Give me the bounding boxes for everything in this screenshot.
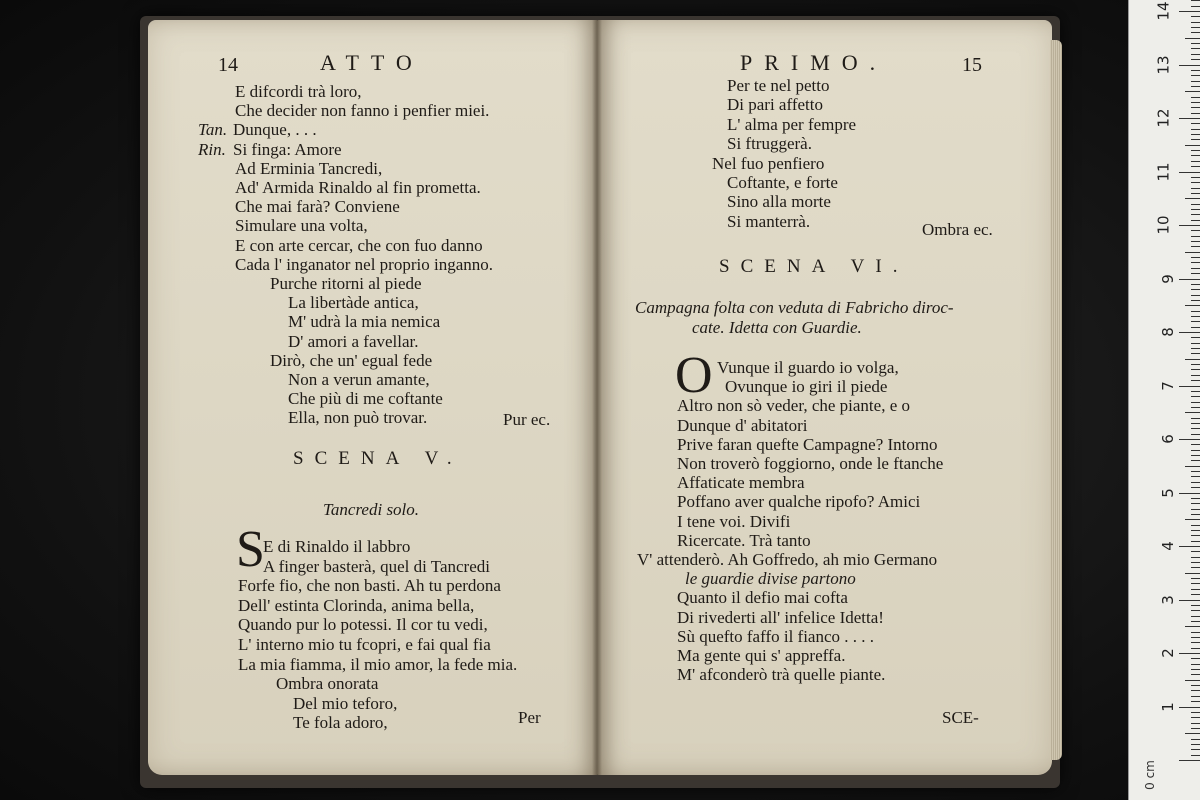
left-page [148, 20, 598, 775]
ruler-tick [1191, 16, 1200, 17]
ruler-tick [1191, 664, 1200, 665]
ruler-tick [1191, 717, 1200, 718]
ruler-tick [1191, 690, 1200, 691]
ruler-tick [1191, 177, 1200, 178]
ruler-tick [1179, 439, 1200, 440]
verse-line: Altro non sò veder, che piante, e o [677, 396, 910, 416]
ruler-tick [1191, 428, 1200, 429]
ruler-tick [1191, 204, 1200, 205]
speaker-label: Tan. [198, 120, 228, 140]
right-page-number: 15 [962, 54, 982, 76]
ruler-tick [1179, 760, 1200, 761]
ruler-tick [1191, 444, 1200, 445]
ruler-tick [1191, 182, 1200, 183]
verse-line: Ricercate. Trà tanto [677, 530, 811, 550]
ruler-tick [1179, 11, 1200, 12]
ruler-tick [1179, 225, 1200, 226]
left-dropcap: S [236, 521, 265, 578]
ruler-tick [1191, 48, 1200, 49]
aria-line: Si ftruggerà. [727, 134, 812, 154]
ruler-tick [1191, 557, 1200, 558]
verse-line: Non troverò foggiorno, onde le ftanche [677, 454, 944, 473]
ruler-tick [1191, 81, 1200, 82]
ruler-tick [1191, 337, 1200, 338]
ruler-tick [1191, 75, 1200, 76]
verse-line: Quanto il defio mai cofta [677, 588, 848, 608]
dialogue-line: Cada l' inganator nel proprio inganno. [235, 254, 493, 274]
measurement-ruler [1128, 0, 1200, 800]
ruler-tick [1191, 583, 1200, 584]
verse-line: A finger basterà, quel di Tancredi [263, 556, 490, 576]
ruler-tick [1191, 642, 1200, 643]
ruler-tick [1191, 155, 1200, 156]
verse-line: E di Rinaldo il labbro [263, 537, 411, 556]
left-page-number: 14 [218, 54, 238, 76]
verse-line: Sù quefto faffo il fianco . . . . [677, 626, 875, 646]
dialogue-line: Che mai farà? Conviene [235, 197, 400, 217]
ruler-tick [1179, 332, 1200, 333]
ruler-tick [1191, 348, 1200, 349]
ruler-tick [1191, 220, 1200, 221]
ruler-tick [1191, 637, 1200, 638]
ruler-tick [1191, 193, 1200, 194]
ruler-tick [1191, 150, 1200, 151]
ruler-tick [1191, 353, 1200, 354]
ruler-tick [1191, 375, 1200, 376]
ruler-tick [1191, 648, 1200, 649]
ruler-number: 9 [1159, 273, 1178, 284]
ruler-tick [1191, 685, 1200, 686]
right-cue-ombra: Ombra ec. [922, 220, 993, 239]
ruler-tick [1191, 214, 1200, 215]
ruler-tick [1191, 134, 1200, 135]
dialogue-line: Ad' Armida Rinaldo al fin prometta. [235, 178, 481, 197]
right-scene-description-2: cate. Idetta con Guardie. [692, 318, 862, 337]
ruler-tick [1191, 97, 1200, 98]
ruler-number: 13 [1154, 54, 1173, 75]
ruler-tick [1191, 107, 1200, 108]
ruler-number: 12 [1154, 108, 1173, 128]
ruler-tick [1185, 626, 1200, 627]
ruler-tick [1191, 723, 1200, 724]
verse-line: Ombra onorata [276, 674, 379, 694]
left-page-header: ATTO [320, 50, 424, 75]
ruler-tick [1191, 712, 1200, 713]
verse-line: I tene voi. Divifi [677, 511, 791, 531]
ruler-tick [1191, 589, 1200, 590]
verse-line: Di rivederti all' infelice Idetta! [677, 607, 884, 627]
ruler-tick [1191, 364, 1200, 365]
ruler-tick [1191, 487, 1200, 488]
ruler-tick [1179, 707, 1200, 708]
ruler-tick [1191, 616, 1200, 617]
ruler-number: 14 [1154, 1, 1173, 21]
ruler-tick [1191, 610, 1200, 611]
ruler-tick [1191, 22, 1200, 23]
right-scene-title: SCENA VI. [719, 256, 909, 277]
dialogue-line: Ad Erminia Tancredi, [235, 158, 383, 178]
ruler-tick [1191, 658, 1200, 659]
ruler-tick [1191, 246, 1200, 247]
verse-line: M' afconderò trà quelle piante. [677, 665, 886, 685]
ruler-tick [1191, 514, 1200, 515]
aria-line: Coftante, e forte [727, 173, 838, 192]
ruler-tick [1191, 273, 1200, 274]
ruler-tick [1185, 412, 1200, 413]
ruler-tick [1191, 728, 1200, 729]
ruler-tick [1191, 701, 1200, 702]
verse-line: Dunque d' abitatori [677, 415, 808, 435]
ruler-tick [1191, 54, 1200, 55]
ruler-tick [1191, 567, 1200, 568]
ruler-tick [1185, 38, 1200, 39]
ruler-tick [1191, 498, 1200, 499]
ruler-tick [1191, 295, 1200, 296]
book-spine [592, 20, 602, 775]
dialogue-line: Che decider non fanno i penfier miei. [235, 101, 490, 121]
ruler-number: 5 [1159, 487, 1178, 498]
ruler-tick [1185, 466, 1200, 467]
ruler-tick [1191, 59, 1200, 60]
ruler-number: 3 [1159, 594, 1178, 605]
ruler-tick [1191, 434, 1200, 435]
ruler-number: 1 [1159, 701, 1178, 712]
ruler-tick [1191, 396, 1200, 397]
ruler-tick [1191, 402, 1200, 403]
verse-line: Del mio teforo, [293, 693, 398, 713]
speaker-label: Rin. [198, 139, 226, 159]
ruler-tick [1191, 476, 1200, 477]
ruler-tick [1179, 386, 1200, 387]
ruler-tick [1191, 594, 1200, 595]
ruler-tick [1191, 696, 1200, 697]
ruler-tick [1191, 311, 1200, 312]
ruler-tick [1191, 407, 1200, 408]
dialogue-line: Ella, non può trovar. [288, 408, 428, 428]
ruler-tick [1191, 380, 1200, 381]
left-scene-subtitle: Tancredi solo. [323, 500, 420, 519]
ruler-tick [1191, 669, 1200, 670]
ruler-tick [1185, 519, 1200, 520]
ruler-number: 2 [1159, 648, 1178, 658]
ruler-tick [1191, 268, 1200, 269]
dialogue-line: Dirò, che un' egual fede [270, 350, 433, 370]
ruler-tick [1191, 471, 1200, 472]
ruler-tick [1185, 305, 1200, 306]
dialogue-line: Che più di me coftante [288, 389, 443, 409]
right-scene-description-1: Campagna folta con veduta di Fabricho diroc- [635, 298, 954, 317]
verse-line: Ma gente qui s' appreffa. [677, 646, 846, 665]
left-cue-pur: Pur ec. [503, 410, 551, 429]
ruler-tick [1191, 300, 1200, 301]
ruler-tick [1191, 209, 1200, 210]
ruler-tick [1179, 118, 1200, 119]
ruler-tick [1191, 43, 1200, 44]
verse-line: L' interno mio tu fcopri, e fai qual fia [238, 635, 491, 654]
ruler-tick [1191, 749, 1200, 750]
right-dropcap: O [675, 347, 713, 404]
ruler-tick [1191, 6, 1200, 7]
left-catchword: Per [518, 708, 541, 727]
ruler-tick [1185, 145, 1200, 146]
ruler-tick [1191, 744, 1200, 745]
dialogue-line: Purche ritorni al piede [270, 274, 422, 293]
ruler-tick [1179, 653, 1200, 654]
ruler-number: 11 [1154, 161, 1173, 182]
dialogue-line: E difcordi trà loro, [235, 82, 362, 101]
ruler-tick [1191, 503, 1200, 504]
ruler-unit-label: 0 cm [1142, 760, 1157, 790]
ruler-number: 8 [1159, 327, 1178, 337]
ruler-tick [1191, 535, 1200, 536]
ruler-tick [1191, 230, 1200, 231]
verse-line: Poffano aver qualche ripofo? Amici [677, 492, 921, 512]
ruler-tick [1191, 551, 1200, 552]
ruler-tick [1191, 562, 1200, 563]
aria-line: Per te nel petto [727, 76, 830, 95]
ruler-tick [1179, 172, 1200, 173]
ruler-tick [1191, 327, 1200, 328]
ruler-tick [1191, 391, 1200, 392]
ruler-tick [1191, 316, 1200, 317]
ruler-tick [1191, 460, 1200, 461]
ruler-number: 4 [1159, 541, 1178, 551]
ruler-tick [1191, 0, 1200, 1]
ruler-tick [1191, 674, 1200, 675]
ruler-tick [1185, 91, 1200, 92]
ruler-tick [1191, 605, 1200, 606]
ruler-tick [1191, 621, 1200, 622]
ruler-tick [1191, 423, 1200, 424]
ruler-tick [1185, 359, 1200, 360]
ruler-tick [1185, 252, 1200, 253]
page-edges [1050, 40, 1062, 760]
ruler-tick [1191, 262, 1200, 263]
ruler-tick [1191, 418, 1200, 419]
ruler-tick [1191, 739, 1200, 740]
ruler-tick [1191, 86, 1200, 87]
ruler-tick [1191, 632, 1200, 633]
ruler-tick [1191, 530, 1200, 531]
dialogue-line: M' udrà la mia nemica [288, 312, 441, 332]
ruler-tick [1191, 755, 1200, 756]
aria-line: Si manterrà. [727, 211, 811, 231]
aria-line: Nel fuo penfiero [712, 153, 825, 173]
ruler-tick [1191, 123, 1200, 124]
ruler-tick [1185, 680, 1200, 681]
dialogue-line: Si finga: Amore [233, 139, 342, 159]
verse-line: Vunque il guardo io volga, [717, 358, 899, 377]
ruler-tick [1179, 493, 1200, 494]
ruler-tick [1191, 455, 1200, 456]
ruler-tick [1191, 289, 1200, 290]
ruler-number: 7 [1159, 380, 1178, 391]
ruler-tick [1191, 509, 1200, 510]
dialogue-line: E con arte cercar, che con fuo danno [235, 235, 483, 255]
dialogue-line: D' amori a favellar. [288, 331, 419, 351]
ruler-tick [1191, 343, 1200, 344]
ruler-tick [1191, 257, 1200, 258]
verse-line: Ovunque io giri il piede [725, 377, 888, 397]
dialogue-line: Simulare una volta, [235, 216, 368, 236]
ruler-tick [1179, 546, 1200, 547]
ruler-tick [1191, 369, 1200, 370]
ruler-tick [1179, 600, 1200, 601]
ruler-tick [1191, 241, 1200, 242]
ruler-number: 6 [1159, 434, 1178, 444]
left-scene-title: SCENA V. [293, 448, 463, 469]
ruler-number: 10 [1154, 215, 1173, 235]
ruler-tick [1191, 482, 1200, 483]
aria-line: L' alma per fempre [727, 114, 857, 134]
ruler-tick [1179, 279, 1200, 280]
verse-line: Te fola adoro, [293, 713, 388, 733]
ruler-tick [1191, 450, 1200, 451]
aria-line: Sino alla morte [727, 192, 831, 212]
ruler-tick [1185, 733, 1200, 734]
ruler-tick [1191, 129, 1200, 130]
verse-line: Prive faran quefte Campagne? Intorno [677, 434, 938, 454]
ruler-tick [1191, 113, 1200, 114]
verse-line: Dell' estinta Clorinda, anima bella, [238, 595, 475, 615]
dialogue-line: La libertàde antica, [288, 293, 419, 313]
verse-line: Forfe fio, che non basti. Ah tu perdona [238, 576, 501, 596]
stage-direction: le guardie divise partono [685, 569, 856, 589]
ruler-tick [1179, 65, 1200, 66]
right-catchword: SCE- [942, 708, 979, 727]
ruler-tick [1191, 236, 1200, 237]
dialogue-line: Dunque, . . . [233, 120, 317, 140]
dialogue-line: Non a verun amante, [288, 370, 430, 389]
verse-line: Quando pur lo potessi. Il cor tu vedi, [238, 615, 488, 635]
ruler-tick [1191, 70, 1200, 71]
ruler-tick [1191, 321, 1200, 322]
verse-line: V' attenderò. Ah Goffredo, ah mio Germano [637, 550, 938, 569]
verse-line: La mia fiamma, il mio amor, la fede mia. [238, 654, 518, 674]
verse-line: Affaticate membra [677, 473, 805, 493]
ruler-tick [1191, 188, 1200, 189]
ruler-tick [1191, 102, 1200, 103]
ruler-tick [1191, 578, 1200, 579]
ruler-tick [1185, 573, 1200, 574]
ruler-tick [1191, 166, 1200, 167]
ruler-tick [1185, 198, 1200, 199]
ruler-tick [1191, 161, 1200, 162]
ruler-tick [1191, 32, 1200, 33]
aria-line: Di pari affetto [727, 95, 823, 115]
ruler-tick [1191, 284, 1200, 285]
right-page-header: PRIMO. [740, 50, 888, 75]
ruler-tick [1191, 525, 1200, 526]
right-page [597, 20, 1052, 775]
ruler-tick [1191, 139, 1200, 140]
ruler-tick [1191, 541, 1200, 542]
ruler-tick [1191, 27, 1200, 28]
